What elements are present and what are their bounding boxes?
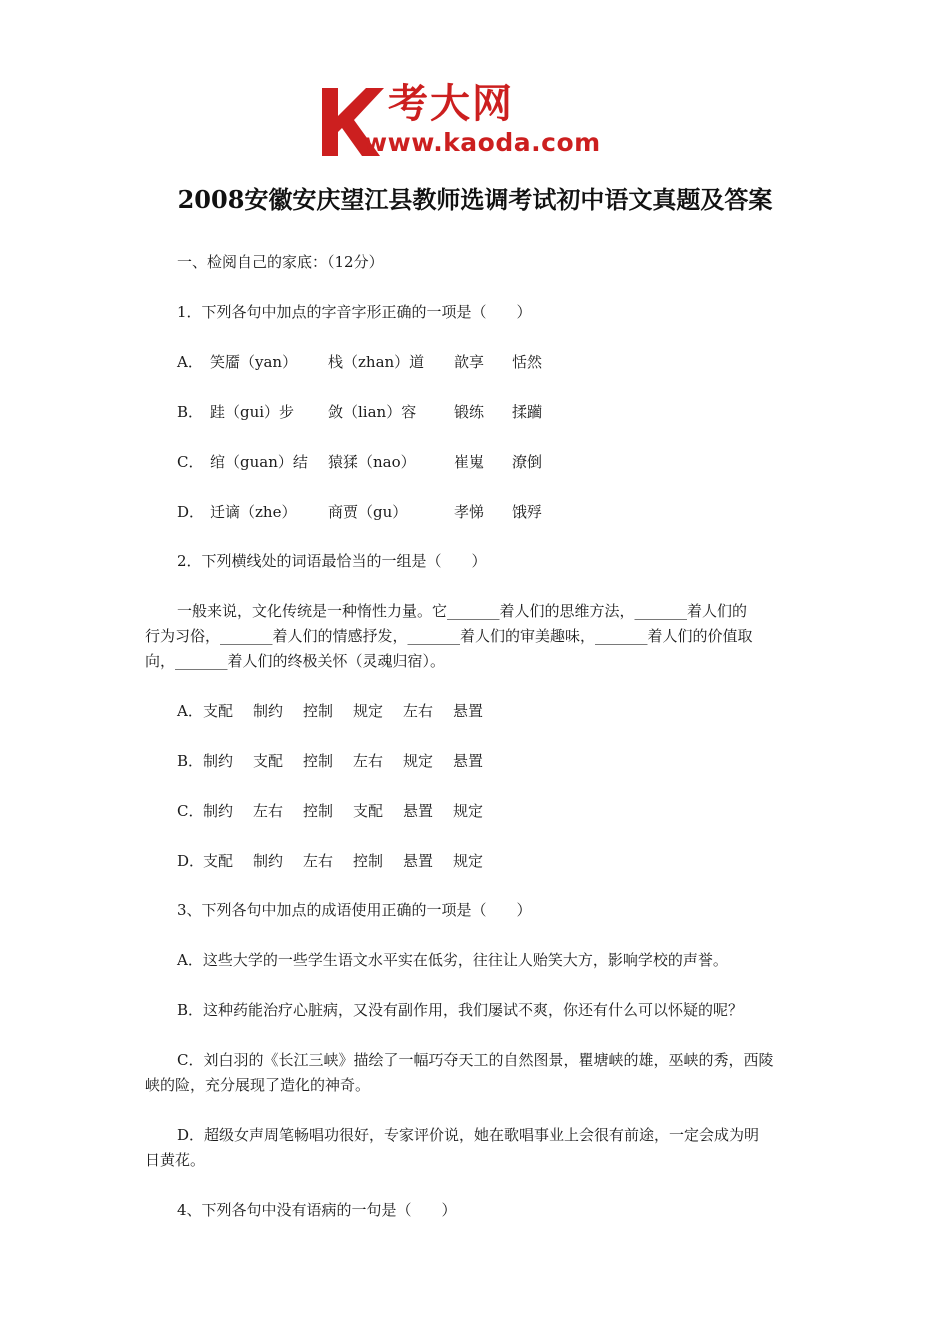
option-item: 支配: [253, 752, 284, 770]
option-item: 控制: [353, 852, 384, 870]
option-item: 控制: [303, 702, 334, 720]
option-item: 规定: [403, 752, 434, 770]
q1-option-d: [177, 500, 842, 525]
option-item: 悬置: [403, 802, 434, 820]
option-item: 笑靥（yan）: [210, 353, 298, 371]
option-item: 支配: [353, 802, 384, 820]
q2-passage-line-1: 一般来说，文化传统是一种惰性力量。它_______着人们的思维方法，_______着人们的: [177, 602, 748, 620]
option-item: 悬置: [453, 752, 484, 770]
option-item: 左右: [353, 752, 384, 770]
option-item: 悬置: [403, 852, 434, 870]
kaoda-logo: [318, 80, 648, 162]
option-item: 商贾（gu）: [328, 503, 408, 521]
option-item: 规定: [453, 802, 484, 820]
q3-option-b: B．这种药能治疗心脏病，又没有副作用，我们屡试不爽，你还有什么可以怀疑的呢？: [177, 1001, 744, 1019]
option-label: B．: [177, 403, 204, 421]
logo-brand-text: 考大网: [388, 81, 514, 127]
option-item: 制约: [203, 802, 234, 820]
option-item: 绾（guan）结: [210, 453, 308, 471]
q1-stem: 1．下列各句中加点的字音字形正确的一项是（ ）: [177, 303, 532, 321]
q3-option-c-line-1: C．刘白羽的《长江三峡》描绘了一幅巧夺天工的自然图景，瞿塘峡的雄，巫峡的秀，西陵: [177, 1051, 774, 1069]
option-item: 制约: [203, 752, 234, 770]
q4-stem: 4、下列各句中没有语病的一句是（ ）: [177, 1201, 457, 1219]
option-item: 栈（zhan）道: [328, 353, 425, 371]
option-item: 崔嵬: [454, 453, 485, 471]
option-item: 潦倒: [512, 453, 543, 471]
option-item: 制约: [253, 852, 284, 870]
option-label: B．: [177, 752, 204, 770]
option-label: A．: [177, 702, 203, 720]
option-item: 控制: [303, 802, 334, 820]
q2-option-b: [177, 749, 842, 774]
option-item: 左右: [253, 802, 284, 820]
option-item: 揉躏: [512, 403, 543, 421]
option-item: 敛（lian）容: [328, 403, 417, 421]
option-item: 猿猱（nao）: [328, 453, 416, 471]
section-heading: 一、检阅自己的家底：（12分）: [177, 253, 384, 271]
logo-url-text: www.kaoda.com: [364, 128, 601, 157]
option-item: 锻练: [454, 403, 485, 421]
option-item: 迁谪（zhe）: [210, 503, 297, 521]
option-item: 左右: [403, 702, 434, 720]
q3-stem: 3、下列各句中加点的成语使用正确的一项是（ ）: [177, 901, 532, 919]
q2-option-c: [177, 799, 842, 824]
q2-option-d: [177, 849, 842, 874]
q1-option-b: [177, 400, 842, 425]
option-item: 歆享: [454, 353, 485, 371]
q3-option-d-line-1: D．超级女声周笔畅唱功很好，专家评价说，她在歌唱事业上会很有前途，一定会成为明: [177, 1126, 760, 1144]
q2-option-a: [177, 699, 842, 724]
option-label: D．: [177, 503, 205, 521]
option-item: 支配: [203, 852, 234, 870]
q3-option-c-line-2: 峡的险，充分展现了造化的神奇。: [145, 1076, 371, 1094]
option-item: 跬（gui）步: [210, 403, 295, 421]
option-label: C．: [177, 453, 204, 471]
option-label: A．: [177, 353, 203, 371]
q3-option-a: A．这些大学的一些学生语文水平实在低劣，往往让人贻笑大方，影响学校的声誉。: [177, 951, 728, 969]
option-item: 控制: [303, 752, 334, 770]
option-label: D．: [177, 852, 205, 870]
option-item: 恬然: [512, 353, 543, 371]
option-item: 规定: [453, 852, 484, 870]
option-label: C．: [177, 802, 204, 820]
q1-option-a: [177, 350, 842, 375]
option-item: 孝悌: [454, 503, 485, 521]
option-item: 支配: [203, 702, 234, 720]
q3-option-d-line-2: 日黄花。: [145, 1151, 206, 1169]
option-item: 左右: [303, 852, 334, 870]
option-item: 制约: [253, 702, 284, 720]
option-item: 饿殍: [512, 503, 543, 521]
document-title: 2008安徽安庆望江县教师选调考试初中语文真题及答案: [177, 185, 773, 214]
option-item: 规定: [353, 702, 384, 720]
q2-stem: 2．下列横线处的词语最恰当的一组是（ ）: [177, 552, 487, 570]
option-item: 悬置: [453, 702, 484, 720]
q1-option-c: [177, 450, 842, 475]
q2-passage-line-2: 行为习俗，_______着人们的情感抒发，_______着人们的审美趣味，_______着人们的价值取: [145, 627, 753, 645]
q2-passage-line-3: 向，_______着人们的终极关怀（灵魂归宿）。: [145, 652, 446, 670]
